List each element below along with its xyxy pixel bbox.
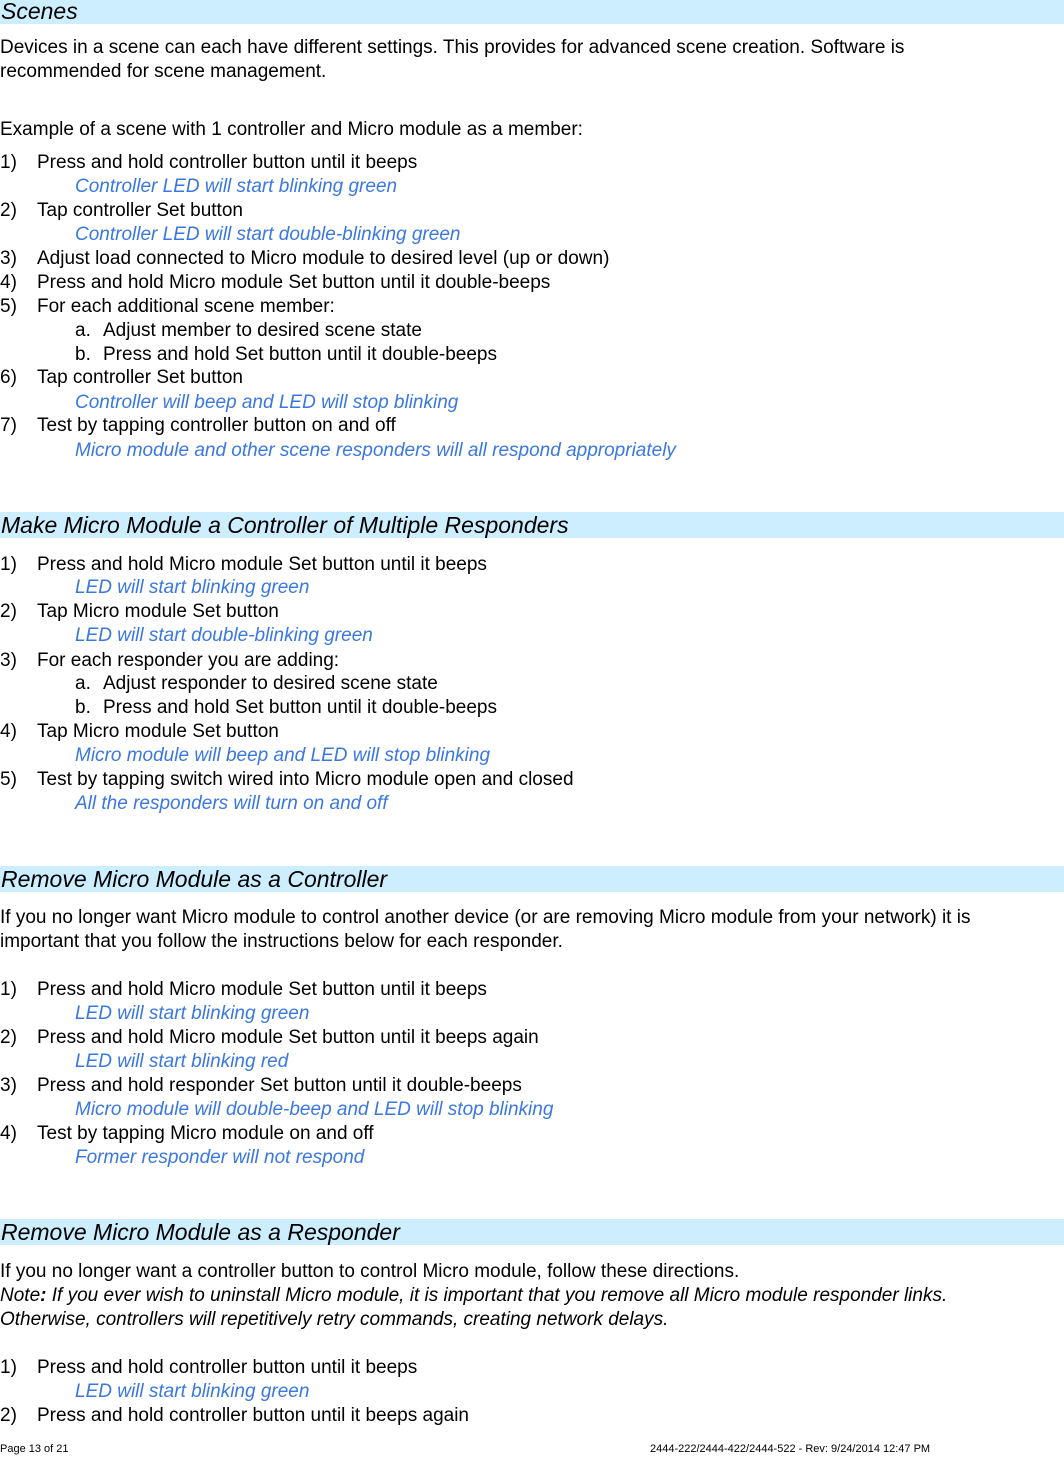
sub-text: Adjust responder to desired scene state bbox=[103, 673, 438, 694]
step-text: Test by tapping controller button on and off bbox=[37, 415, 396, 436]
step-text: Press and hold controller button until it beeps again bbox=[37, 1405, 469, 1426]
step-number: 7) bbox=[0, 415, 17, 436]
step-number: 3) bbox=[0, 1075, 17, 1096]
scenes-step-6-result: Controller will beep and LED will stop blinking bbox=[75, 392, 459, 413]
step-text: For each additional scene member: bbox=[37, 296, 335, 317]
step-number: 5) bbox=[0, 769, 17, 790]
remove-responder-intro: If you no longer want a controller button to control Micro module, follow these directions. bbox=[0, 1261, 740, 1282]
footer-page-number: Page 13 of 21 bbox=[0, 1443, 69, 1455]
step-text: Press and hold Micro module Set button until it beeps bbox=[37, 554, 487, 575]
step-text: Test by tapping switch wired into Micro module open and closed bbox=[37, 769, 574, 790]
note-label: Note bbox=[0, 1285, 41, 1306]
step-number: 1) bbox=[0, 152, 17, 173]
scenes-intro-line-2: recommended for scene management. bbox=[0, 61, 327, 82]
scenes-step-7-result: Micro module and other scene responders will all respond appropriately bbox=[75, 440, 676, 461]
remove-controller-step-2-result: LED will start blinking red bbox=[75, 1051, 289, 1072]
section-heading-remove-responder: Remove Micro Module as a Responder bbox=[0, 1219, 1064, 1245]
step-number: 4) bbox=[0, 1123, 17, 1144]
step-number: 3) bbox=[0, 248, 17, 269]
step-number: 2) bbox=[0, 200, 17, 221]
step-text: Press and hold responder Set button until it double-beeps bbox=[37, 1075, 522, 1096]
footer-doc-info: 2444-222/2444-422/2444-522 - Rev: 9/24/2014 12:47 PM bbox=[650, 1443, 931, 1455]
step-number: 2) bbox=[0, 1405, 17, 1426]
scenes-example-intro: Example of a scene with 1 controller and Micro module as a member: bbox=[0, 119, 583, 140]
step-number: 3) bbox=[0, 650, 17, 671]
remove-controller-step-1-result: LED will start blinking green bbox=[75, 1003, 310, 1024]
section-heading-multiple-responders: Make Micro Module a Controller of Multiple Responders bbox=[0, 512, 1064, 538]
section-heading-scenes: Scenes bbox=[0, 0, 1064, 24]
scenes-intro-line-1: Devices in a scene can each have different settings. This provides for advanced scene creation. Software is bbox=[0, 37, 905, 58]
note-text: If you ever wish to uninstall Micro module, it is important that you remove all Micro module responder links. bbox=[46, 1285, 948, 1306]
step-number: 4) bbox=[0, 721, 17, 742]
step-text: Press and hold Micro module Set button until it beeps bbox=[37, 979, 487, 1000]
step-text: Tap Micro module Set button bbox=[37, 721, 279, 742]
step-text: Press and hold Micro module Set button until it beeps again bbox=[37, 1027, 539, 1048]
sub-label: a. bbox=[75, 673, 91, 694]
step-number: 4) bbox=[0, 272, 17, 293]
remove-controller-intro-line-1: If you no longer want Micro module to control another device (or are removing Micro module from your network) it is bbox=[0, 907, 971, 928]
scenes-step-2-result: Controller LED will start double-blinking green bbox=[75, 224, 461, 245]
remove-controller-step-4-result: Former responder will not respond bbox=[75, 1147, 365, 1168]
sub-label: b. bbox=[75, 344, 91, 365]
step-number: 2) bbox=[0, 601, 17, 622]
multi-step-1-result: LED will start blinking green bbox=[75, 577, 310, 598]
sub-label: b. bbox=[75, 697, 91, 718]
multi-step-4-result: Micro module will beep and LED will stop blinking bbox=[75, 745, 491, 766]
remove-controller-step-3-result: Micro module will double-beep and LED will stop blinking bbox=[75, 1099, 554, 1120]
step-text: Press and hold controller button until it beeps bbox=[37, 152, 418, 173]
step-text: Press and hold controller button until it beeps bbox=[37, 1357, 418, 1378]
multi-step-2-result: LED will start double-blinking green bbox=[75, 625, 373, 646]
step-number: 1) bbox=[0, 554, 17, 575]
sub-text: Press and hold Set button until it double-beeps bbox=[103, 344, 497, 365]
step-text: For each responder you are adding: bbox=[37, 650, 340, 671]
sub-text: Press and hold Set button until it double-beeps bbox=[103, 697, 497, 718]
step-text: Adjust load connected to Micro module to desired level (up or down) bbox=[37, 248, 610, 269]
step-text: Test by tapping Micro module on and off bbox=[37, 1123, 374, 1144]
remove-controller-intro-line-2: important that you follow the instructions below for each responder. bbox=[0, 931, 563, 952]
step-text: Press and hold Micro module Set button until it double-beeps bbox=[37, 272, 551, 293]
remove-responder-note-line-2: Otherwise, controllers will repetitively retry commands, creating network delays. bbox=[0, 1309, 669, 1330]
step-number: 1) bbox=[0, 1357, 17, 1378]
remove-responder-step-1-result: LED will start blinking green bbox=[75, 1381, 310, 1402]
step-number: 6) bbox=[0, 367, 17, 388]
step-number: 1) bbox=[0, 979, 17, 1000]
section-heading-remove-controller: Remove Micro Module as a Controller bbox=[0, 866, 1064, 892]
scenes-step-1-result: Controller LED will start blinking green bbox=[75, 176, 398, 197]
remove-responder-note-line-1 bbox=[0, 1284, 1064, 1308]
step-text: Tap controller Set button bbox=[37, 367, 243, 388]
step-text: Tap Micro module Set button bbox=[37, 601, 279, 622]
step-text: Tap controller Set button bbox=[37, 200, 243, 221]
sub-label: a. bbox=[75, 320, 91, 341]
step-number: 5) bbox=[0, 296, 17, 317]
sub-text: Adjust member to desired scene state bbox=[103, 320, 422, 341]
note-colon: : bbox=[40, 1285, 47, 1306]
multi-step-5-result: All the responders will turn on and off bbox=[75, 793, 388, 814]
step-number: 2) bbox=[0, 1027, 17, 1048]
